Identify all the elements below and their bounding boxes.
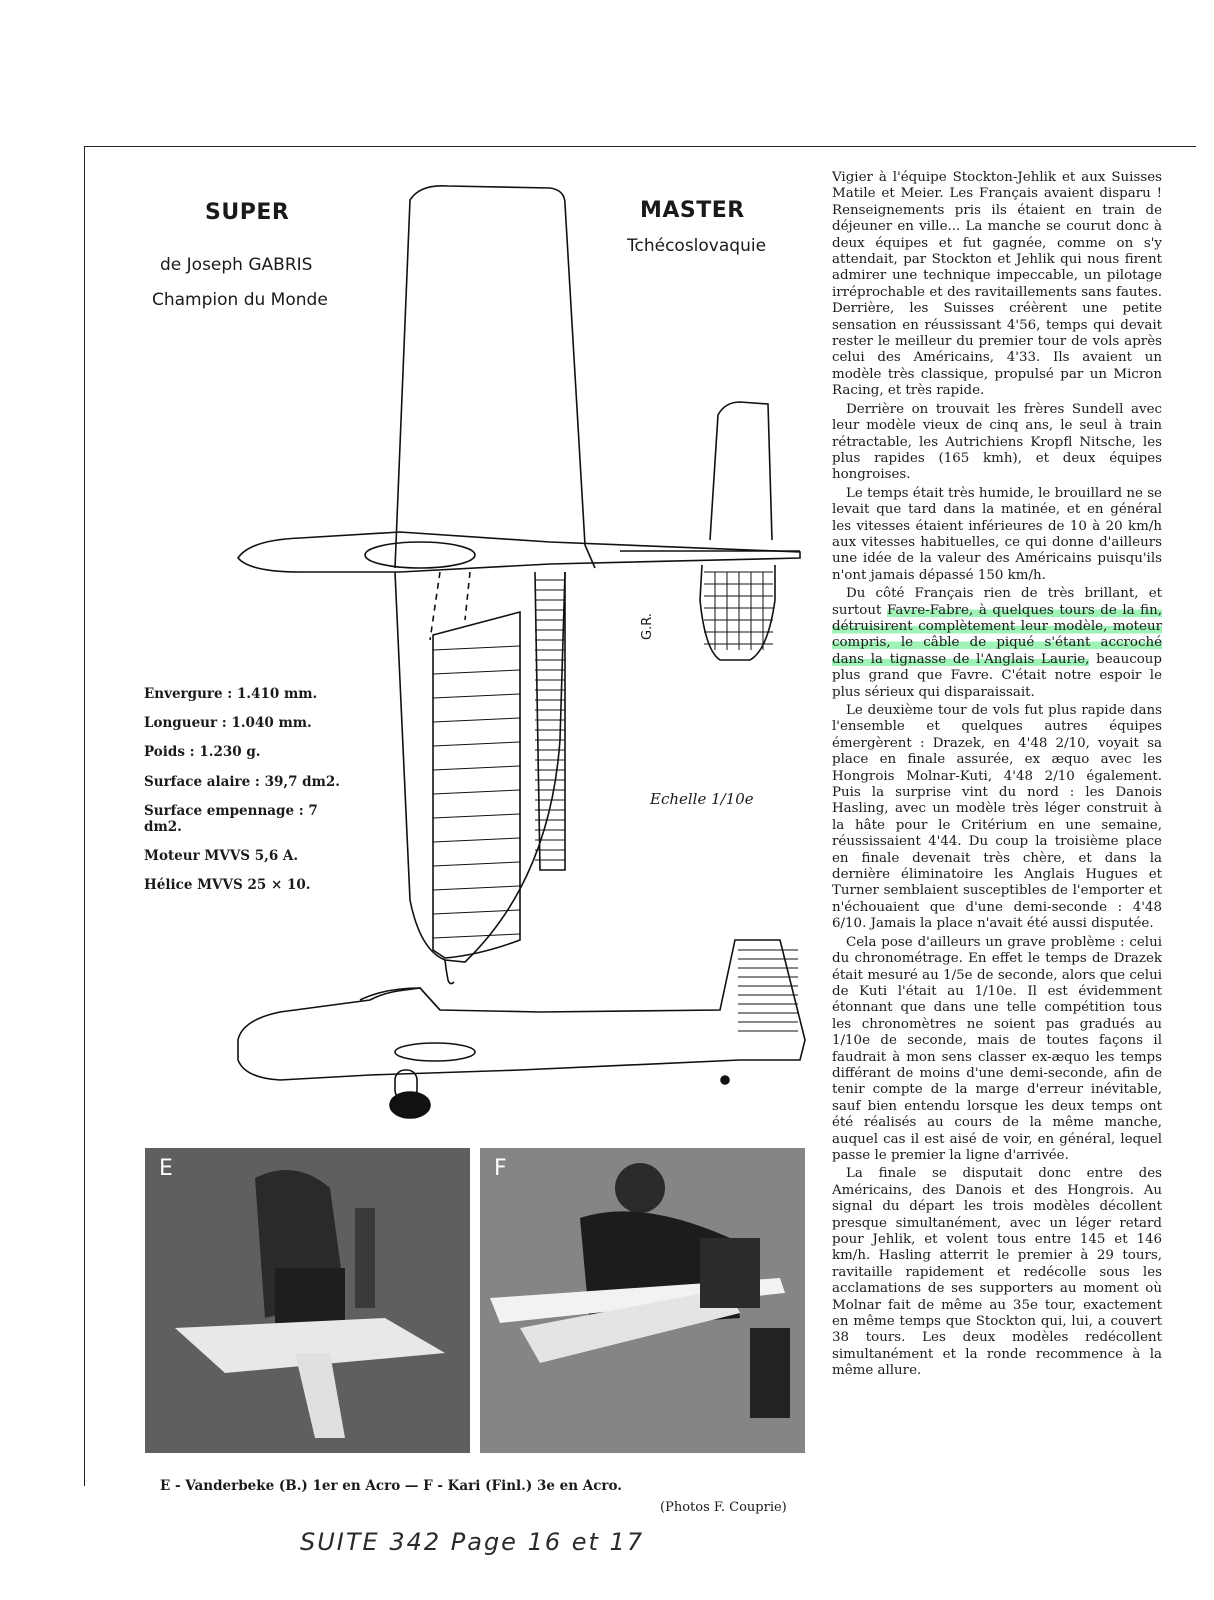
rib-line bbox=[433, 886, 520, 890]
spec-span: Envergure : 1.410 mm. bbox=[144, 686, 318, 702]
photo-f-image bbox=[480, 1148, 805, 1453]
article-text: beaucoup plus grand que Favre. C'était notre espoir le plus sérieux qui disparaissait. bbox=[832, 651, 1162, 700]
spec-tail-area: Surface empennage : 7 dm2. bbox=[144, 802, 318, 835]
rib-line bbox=[433, 670, 520, 674]
aircraft-plan-drawing bbox=[220, 180, 820, 1130]
rib-line bbox=[433, 718, 520, 722]
photo-caption: E - Vanderbeke (B.) 1er en Acro — F - Kari (Finl.) 3e en Acro. bbox=[160, 1478, 622, 1494]
article-paragraph-highlighted bbox=[832, 586, 1162, 701]
spec-wing-area: Surface alaire : 39,7 dm2. bbox=[144, 773, 340, 790]
spec-engine: Moteur MVVS 5,6 A. bbox=[144, 848, 299, 865]
top-rule bbox=[84, 146, 1196, 147]
spec-propeller: Hélice MVVS 25 × 10. bbox=[144, 877, 311, 894]
photo-e-vanderbeke bbox=[145, 1148, 470, 1453]
rib-line bbox=[433, 814, 520, 818]
rib-line bbox=[433, 862, 520, 866]
highlighted-passage: Favre-Fabre, à quelques tours de la fin, détruisirent complètement leur modèle, moteur compris, le câble de piqué s'étant accroché dans la tignasse de l'Anglais Laurie, bbox=[832, 602, 1162, 667]
article-paragraph: La finale se disputait donc entre des Américains, des Danois et des Hongrois. Au signal du départ les trois modèles décollent presque simultanément, avec un léger retard pour Jehlik, et volent tous entre 145 et 146 km/h. Hasling atterrit le premier à 29 tours, ravitaille rapidement et redécolle sous les acclamations de ses supporters au moment où Molnar fait de même au 35e tour, exactement en même temps que Stockton qui, lui, a couvert 38 tours. Les deux modèles redécollent simultanément et la ronde recommence à la même allure. bbox=[832, 1166, 1162, 1379]
rib-line bbox=[433, 838, 520, 842]
article-text: Du côté Français rien de très brillant, et surtout bbox=[832, 586, 1162, 618]
title-master: MASTER bbox=[640, 198, 745, 223]
rib-line bbox=[433, 742, 520, 746]
article-paragraph: Le deuxième tour de vols fut plus rapide dans l'ensemble et quelques autres équipes émergèrent : Drazek, en 4'48 2/10, voyait sa place en finale assurée, ex æquo avec les Hongrois Molnar-Kuti, 4'48 2/10 également. Puis la surprise vint du nord : les Danois Hasling, avec un modèle très léger construit à la hâte pour le Critérium en une semaine, réussissaient 4'44. Du coup la troisième place en finale devenait très chère, et dans la dernière éliminatoire les Anglais Hugues et Turner semblaient susceptibles de l'emporter et n'échouaient que d'une demi-seconde : 4'48 6/10. Jamais la place n'avait été aussi disputée. bbox=[832, 703, 1162, 932]
rib-line bbox=[433, 766, 520, 770]
spec-weight: Poids : 1.230 g. bbox=[144, 744, 261, 761]
specifications-list bbox=[144, 686, 354, 907]
handwritten-note: SUITE 342 Page 16 et 17 bbox=[300, 1528, 645, 1556]
photo-letter-f: F bbox=[494, 1156, 507, 1181]
photo-e-image bbox=[145, 1148, 470, 1453]
rib-line bbox=[433, 646, 520, 650]
article-paragraph: Cela pose d'ailleurs un grave problème : celui du chronométrage. En effet le temps de Drazek était mesuré au 1/5e de seconde, alors que celui de Kuti l'était au 1/10e. Il est évidemment étonnant que dans une telle compétition tous les chronomètres ne soient pas gradués au 1/10e de seconde, mais de toutes façons il faudrait à mon sens classer ex-æquo les temps différant de moins d'une demi-seconde, afin de tenir compte de la marge d'erreur inévitable, sauf bien entendu lorsque les deux temps ont été réalisés au cours de la même manche, auquel cas il est aisé de voir, en général, lequel passe le premier la ligne d'arrivée. bbox=[832, 934, 1162, 1163]
scale-label: Echelle 1/10e bbox=[650, 790, 754, 808]
left-rule bbox=[84, 146, 85, 1486]
drafter-initials: G.R. bbox=[640, 613, 655, 640]
article-paragraph: Le temps était très humide, le brouillard ne se levait que tard dans la matinée, et en général les vitesses étaient inférieures de 10 à 20 km/h aux vitesses habituelles, ce qui donne d'ailleurs une idée de la valeur des Américains puisqu'ils n'ont jamais dépassé 150 km/h. bbox=[832, 485, 1162, 583]
rib-line bbox=[433, 694, 520, 698]
spec-length: Longueur : 1.040 mm. bbox=[144, 715, 312, 732]
title-super: SUPER bbox=[205, 200, 290, 225]
rib-line bbox=[433, 934, 520, 938]
champion-label: Champion du Monde bbox=[152, 290, 328, 310]
article-column bbox=[832, 170, 1162, 1382]
designer-name: de Joseph GABRIS bbox=[160, 255, 313, 275]
rib-line bbox=[433, 790, 520, 794]
article-paragraph: Derrière on trouvait les frères Sundell avec leur modèle vieux de cinq ans, le seul à train rétractable, les Autrichiens Kropfl Nitsche, les plus rapides (165 kmh), et deux équipes hongroises. bbox=[832, 401, 1162, 483]
photo-credit: (Photos F. Couprie) bbox=[660, 1500, 787, 1515]
article-paragraph: Vigier à l'équipe Stockton-Jehlik et aux Suisses Matile et Meier. Les Français avaient disparu ! Renseignements pris ils étaient en train de déjeuner en ville... La manche se courut donc à deux équipes et fut gagnée, comme on s'y attendait, par Stockton et Jehlik qui nous firent admirer une technique impeccable, un pilotage irréprochable et des ravitaillements sans fautes. Derrière, les Suisses créèrent une petite sensation en réussissant 4'56, temps qui devait rester le meilleur du premier tour de vols après celui des Américains, 4'33. Ils avaient un modèle très classique, propulsé par un Micron Racing, et très rapide. bbox=[832, 170, 1162, 399]
country-label: Tchécoslovaquie bbox=[627, 236, 767, 256]
photo-f-kari bbox=[480, 1148, 805, 1453]
photo-letter-e: E bbox=[159, 1156, 173, 1181]
